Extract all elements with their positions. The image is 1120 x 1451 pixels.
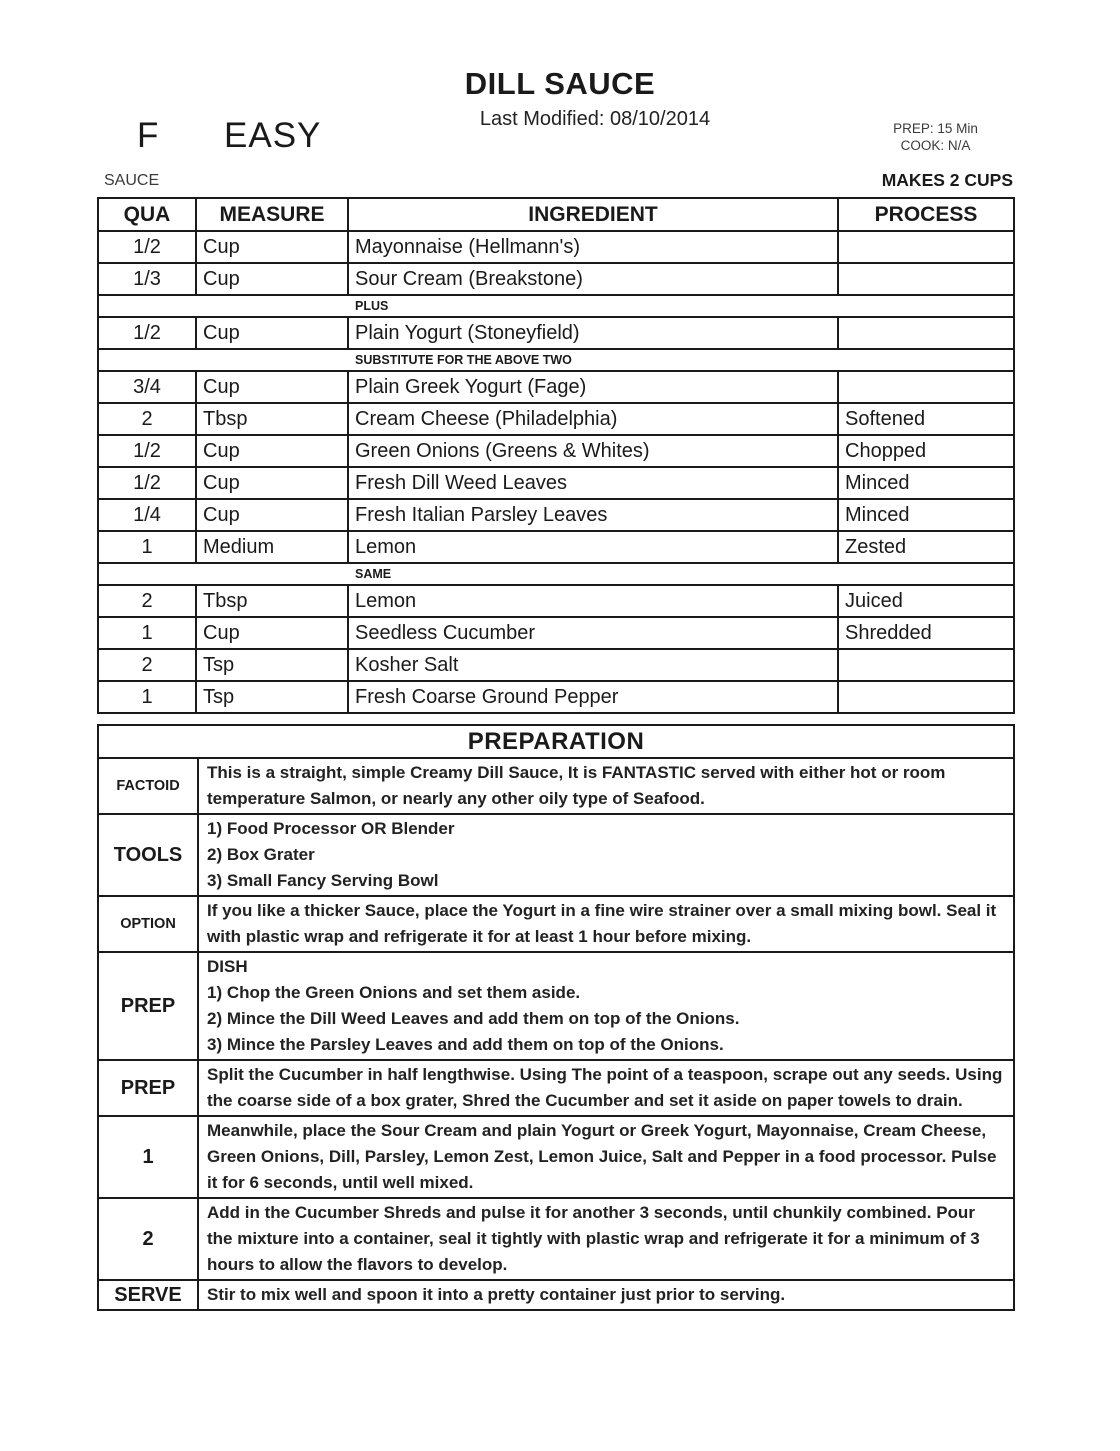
ingredient-separator-row [98, 563, 1014, 585]
ingredient-cell: Mayonnaise (Hellmann's) [348, 231, 838, 263]
preparation-line: 2) Mince the Dill Weed Leaves and add them on top of the Onions. [207, 1009, 740, 1028]
preparation-row [98, 896, 1014, 952]
preparation-line: 3) Mince the Parsley Leaves and add them on top of the Onions. [207, 1035, 724, 1054]
qua-cell: 1/2 [98, 467, 196, 499]
preparation-line: This is a straight, simple Creamy Dill Sauce, It is FANTASTIC served with either hot or room temperature Salmon, or nearly any other oily type of Seafood. [207, 763, 946, 808]
yield-label: MAKES 2 CUPS [881, 170, 1013, 190]
preparation-step-content [198, 1198, 1014, 1280]
preparation-step-content [198, 1116, 1014, 1198]
ingredients-table [97, 197, 1015, 714]
qua-cell: 1/4 [98, 499, 196, 531]
column-header-ingredient: INGREDIENT [348, 198, 838, 231]
qua-cell: 3/4 [98, 371, 196, 403]
qua-cell: 1/2 [98, 317, 196, 349]
process-cell [838, 371, 1014, 403]
preparation-row [98, 758, 1014, 814]
ingredient-cell: Plain Yogurt (Stoneyfield) [348, 317, 838, 349]
measure-cell: Cup [196, 371, 348, 403]
column-header-measure: MEASURE [196, 198, 348, 231]
preparation-line: 1) Food Processor OR Blender [207, 819, 455, 838]
column-header-qua: QUA [98, 198, 196, 231]
preparation-row [98, 1060, 1014, 1116]
ingredient-row [98, 531, 1014, 563]
preparation-step-content [198, 758, 1014, 814]
preparation-header-row [98, 725, 1014, 758]
process-cell: Juiced [838, 585, 1014, 617]
ingredient-cell: Seedless Cucumber [348, 617, 838, 649]
ingredient-row [98, 649, 1014, 681]
preparation-line: 1) Chop the Green Onions and set them aside. [207, 983, 581, 1002]
process-cell [838, 317, 1014, 349]
prep-time: PREP: 15 Min [893, 121, 978, 136]
ingredient-cell: Fresh Italian Parsley Leaves [348, 499, 838, 531]
separator-label: SUBSTITUTE FOR THE ABOVE TWO [98, 349, 1014, 371]
ingredient-cell: Lemon [348, 585, 838, 617]
difficulty-label: EASY [224, 116, 322, 155]
preparation-line: 3) Small Fancy Serving Bowl [207, 871, 439, 890]
process-cell [838, 681, 1014, 713]
preparation-step-content [198, 1060, 1014, 1116]
preparation-row [98, 1198, 1014, 1280]
ingredient-cell: Sour Cream (Breakstone) [348, 263, 838, 295]
preparation-step-label: TOOLS [98, 814, 198, 896]
measure-cell: Tbsp [196, 585, 348, 617]
ingredient-row [98, 499, 1014, 531]
qua-cell: 1 [98, 531, 196, 563]
preparation-step-label: FACTOID [98, 758, 198, 814]
ingredient-cell: Green Onions (Greens & Whites) [348, 435, 838, 467]
measure-cell: Cup [196, 499, 348, 531]
separator-label: PLUS [98, 295, 1014, 317]
preparation-line: DISH [207, 957, 248, 976]
column-header-process: PROCESS [838, 198, 1014, 231]
cook-time: COOK: N/A [900, 138, 971, 153]
preparation-line: Meanwhile, place the Sour Cream and plain Yogurt or Greek Yogurt, Mayonnaise, Cream Cheese, Green Onions, Dill, Parsley, Lemon Zest, Lemon Juice, Salt and Pepper in a food processor. Pulse it for 6 seconds, until well mixed. [207, 1121, 997, 1192]
qua-cell: 2 [98, 585, 196, 617]
qua-cell: 2 [98, 403, 196, 435]
process-cell: Minced [838, 499, 1014, 531]
preparation-step-label: PREP [98, 952, 198, 1060]
preparation-row [98, 1280, 1014, 1310]
ingredient-row [98, 617, 1014, 649]
ingredient-row [98, 403, 1014, 435]
preparation-line: 2) Box Grater [207, 845, 315, 864]
preparation-step-label: PREP [98, 1060, 198, 1116]
preparation-step-label: 2 [98, 1198, 198, 1280]
ingredient-separator-row [98, 349, 1014, 371]
measure-cell: Cup [196, 617, 348, 649]
ingredients-header-row [98, 198, 1014, 231]
preparation-step-content [198, 952, 1014, 1060]
preparation-line: Stir to mix well and spoon it into a pretty container just prior to serving. [207, 1285, 786, 1304]
last-modified-date: Last Modified: 08/10/2014 [479, 108, 711, 130]
preparation-line: Add in the Cucumber Shreds and pulse it for another 3 seconds, until chunkily combined. Pour the mixture into a container, seal it tightly with plastic wrap and refrigerate it for a minimum of 3 hours to allow the flavors to develop. [207, 1203, 980, 1274]
measure-cell: Tsp [196, 649, 348, 681]
measure-cell: Cup [196, 231, 348, 263]
ingredient-cell: Lemon [348, 531, 838, 563]
qua-cell: 1 [98, 681, 196, 713]
preparation-title: PREPARATION [98, 725, 1014, 758]
measure-cell: Medium [196, 531, 348, 563]
measure-cell: Cup [196, 467, 348, 499]
measure-cell: Cup [196, 263, 348, 295]
ingredient-cell: Plain Greek Yogurt (Fage) [348, 371, 838, 403]
preparation-line: Split the Cucumber in half lengthwise. Using The point of a teaspoon, scrape out any seeds. Using the coarse side of a box grater, Shred the Cucumber and set it aside on paper towels to drain. [207, 1065, 1003, 1110]
preparation-row [98, 1116, 1014, 1198]
preparation-step-label: OPTION [98, 896, 198, 952]
preparation-step-content [198, 814, 1014, 896]
preparation-row [98, 952, 1014, 1060]
qua-cell: 2 [98, 649, 196, 681]
ingredient-row [98, 231, 1014, 263]
qua-cell: 1/3 [98, 263, 196, 295]
qua-cell: 1/2 [98, 435, 196, 467]
process-cell: Zested [838, 531, 1014, 563]
measure-cell: Cup [196, 435, 348, 467]
page-title: DILL SAUCE [464, 66, 656, 101]
process-cell: Shredded [838, 617, 1014, 649]
separator-label: SAME [98, 563, 1014, 585]
preparation-line: If you like a thicker Sauce, place the Yogurt in a fine wire strainer over a small mixing bowl. Seal it with plastic wrap and refrigerate it for at least 1 hour before mixing. [207, 901, 997, 946]
process-cell [838, 649, 1014, 681]
ingredient-row [98, 681, 1014, 713]
preparation-row [98, 814, 1014, 896]
ingredient-cell: Fresh Coarse Ground Pepper [348, 681, 838, 713]
qua-cell: 1 [98, 617, 196, 649]
process-cell [838, 231, 1014, 263]
preparation-step-content [198, 1280, 1014, 1310]
measure-cell: Tsp [196, 681, 348, 713]
ingredient-row [98, 371, 1014, 403]
ingredient-separator-row [98, 295, 1014, 317]
ingredient-row [98, 317, 1014, 349]
preparation-table [97, 724, 1015, 1311]
preparation-step-label: SERVE [98, 1280, 198, 1310]
rating-letter: F [137, 116, 159, 155]
measure-cell: Cup [196, 317, 348, 349]
ingredient-row [98, 263, 1014, 295]
qua-cell: 1/2 [98, 231, 196, 263]
ingredient-cell: Kosher Salt [348, 649, 838, 681]
process-cell: Minced [838, 467, 1014, 499]
category-label: SAUCE [104, 172, 160, 189]
process-cell: Softened [838, 403, 1014, 435]
time-info-block [858, 120, 1013, 154]
ingredient-cell: Fresh Dill Weed Leaves [348, 467, 838, 499]
preparation-step-content [198, 896, 1014, 952]
ingredient-row [98, 435, 1014, 467]
process-cell [838, 263, 1014, 295]
ingredient-cell: Cream Cheese (Philadelphia) [348, 403, 838, 435]
process-cell: Chopped [838, 435, 1014, 467]
measure-cell: Tbsp [196, 403, 348, 435]
ingredient-row [98, 585, 1014, 617]
ingredient-row [98, 467, 1014, 499]
preparation-step-label: 1 [98, 1116, 198, 1198]
